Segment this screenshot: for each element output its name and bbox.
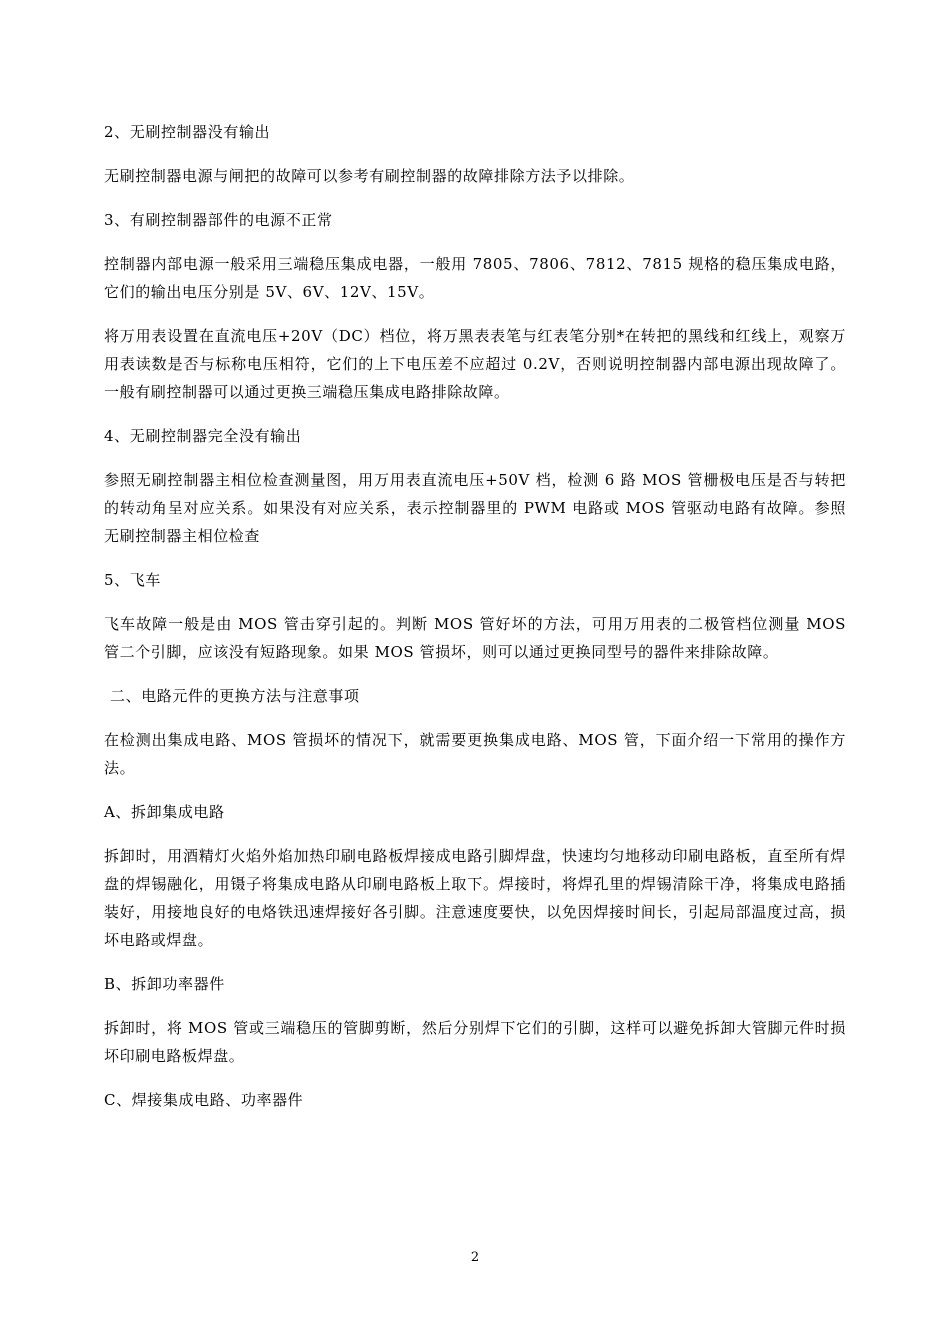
paragraph: 参照无刷控制器主相位检查测量图，用万用表直流电压+50V 档，检测 6 路 MOS 管栅极电压是否与转把的转动角呈对应关系。如果没有对应关系，表示控制器里的 PWM 电路或 MOS 管驱动电路有故障。参照无刷控制器主相位检查 (104, 471, 846, 545)
paragraph: 飞车故障一般是由 MOS 管击穿引起的。判断 MOS 管好坏的方法，可用万用表的二极管档位测量 MOS 管二个引脚，应该没有短路现象。如果 MOS 管损坏，则可以通过更换同型号的器件来排除故障。 (104, 615, 846, 661)
paragraph: 控制器内部电源一般采用三端稳压集成电器，一般用 7805、7806、7812、7815 规格的稳压集成电路，它们的输出电压分别是 5V、6V、12V、15V。 (104, 255, 846, 301)
section-heading-3: 3、有刷控制器部件的电源不正常 (104, 211, 333, 229)
section-heading-2: 2、无刷控制器没有输出 (104, 123, 271, 141)
section-heading-a: A、拆卸集成电路 (104, 803, 225, 821)
section-heading-4: 4、无刷控制器完全没有输出 (104, 427, 302, 445)
section-heading-c: C、焊接集成电路、功率器件 (104, 1091, 304, 1109)
paragraph: 在检测出集成电路、MOS 管损坏的情况下，就需要更换集成电路、MOS 管，下面介绍一下常用的操作方法。 (104, 731, 846, 777)
section-heading-5: 5、飞车 (104, 571, 161, 589)
paragraph: 拆卸时，用酒精灯火焰外焰加热印刷电路板焊接成电路引脚焊盘，快速均匀地移动印刷电路板，直至所有焊盘的焊锡融化，用镊子将集成电路从印刷电路板上取下。焊接时，将焊孔里的焊锡清除干净，将集成电路插装好，用接地良好的电烙铁迅速焊接好各引脚。注意速度要快，以免因焊接时间长，引起局部温度过高，损坏电路或焊盘。 (104, 847, 846, 949)
document-body (104, 118, 846, 1130)
section-heading-b: B、拆卸功率器件 (104, 975, 225, 993)
chapter-heading-2: 二、电路元件的更换方法与注意事项 (110, 687, 360, 705)
paragraph: 拆卸时，将 MOS 管或三端稳压的管脚剪断，然后分别焊下它们的引脚，这样可以避免拆卸大管脚元件时损坏印刷电路板焊盘。 (104, 1019, 846, 1065)
page-number: 2 (470, 1250, 480, 1265)
paragraph: 无刷控制器电源与闸把的故障可以参考有刷控制器的故障排除方法予以排除。 (104, 167, 635, 185)
paragraph: 将万用表设置在直流电压+20V（DC）档位，将万黑表表笔与红表笔分别*在转把的黑线和红线上，观察万用表读数是否与标称电压相符，它们的上下电压差不应超过 0.2V，否则说明控制器内部电源出现故障了。一般有刷控制器可以通过更换三端稳压集成电路排除故障。 (104, 327, 846, 401)
